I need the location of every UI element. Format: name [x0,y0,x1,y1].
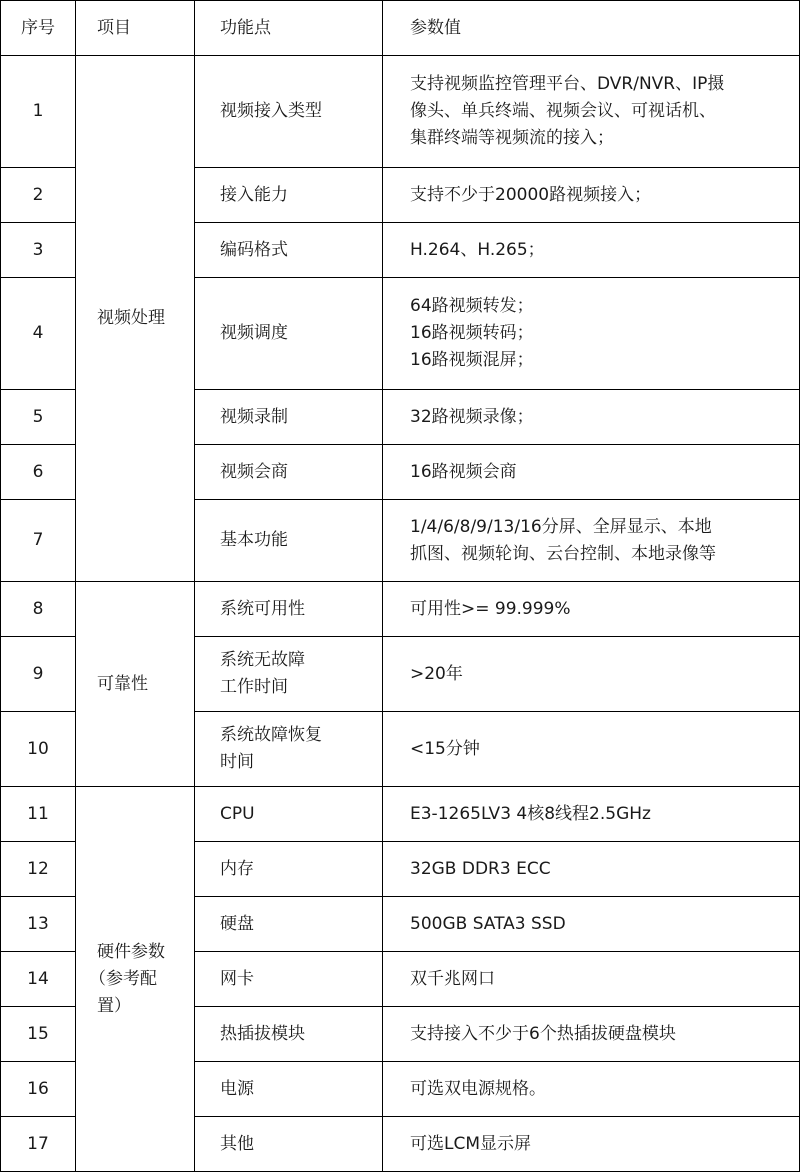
row-value [383,56,800,168]
row-feature [195,1117,383,1172]
row-feature-line: 视频接入类型 [220,101,322,121]
row-feature-line: 接入能力 [220,184,288,205]
row-value-line: 像头、单兵终端、视频会议、可视话机、 [410,101,716,121]
row-feature-line: 内存 [220,858,254,879]
row-feature [195,223,383,278]
row-no: 14 [1,952,76,1007]
header-value: 参数值 [383,1,800,56]
row-no: 11 [1,787,76,842]
row-value [383,952,800,1007]
row-no: 10 [1,712,76,787]
row-value [383,787,800,842]
row-feature-line: 系统可用性 [220,598,305,619]
row-value [383,390,800,445]
row-feature [195,712,383,787]
row-value [383,1062,800,1117]
row-feature [195,168,383,223]
row-value-line: 1/4/6/8/9/13/16分屏、全屏显示、本地 [410,516,712,537]
row-feature-line: 基本功能 [220,530,288,550]
row-value [383,842,800,897]
row-value-line: 32路视频录像； [410,406,534,427]
group-hardware [76,787,195,1172]
row-value-line: H.264、H.265； [410,239,545,260]
row-value-line: 支持视频监控管理平台、DVR/NVR、IP摄 [410,74,725,94]
row-no: 17 [1,1117,76,1172]
row-no: 13 [1,897,76,952]
row-feature [195,390,383,445]
row-feature [195,582,383,637]
row-no: 2 [1,168,76,223]
row-no: 9 [1,637,76,712]
row-value-line: 可选LCM显示屏 [410,1133,532,1154]
row-feature [195,952,383,1007]
header-feature: 功能点 [195,1,383,56]
row-value-line: E3-1265LV3 4核8线程2.5GHz [410,803,651,824]
row-value-line: 32GB DDR3 ECC [410,858,551,879]
row-value [383,168,800,223]
table-header-row [1,1,800,56]
row-value-line: >20年 [410,663,463,684]
row-no: 1 [1,56,76,168]
row-feature-line: 系统故障恢复 [220,725,322,745]
table-row [1,787,800,842]
row-no: 16 [1,1062,76,1117]
row-value-line: 可用性>= 99.999% [410,598,571,619]
row-feature-line: CPU [220,803,255,824]
group-video-processing: 视频处理 [76,56,195,582]
row-value-line: 支持不少于20000路视频接入； [410,184,652,205]
row-feature-line: 硬盘 [220,913,254,934]
row-value [383,445,800,500]
row-feature-line: 热插拔模块 [220,1023,305,1044]
row-no: 8 [1,582,76,637]
group-reliability: 可靠性 [76,582,195,787]
row-value [383,897,800,952]
row-feature-line: 系统无故障 [220,650,305,670]
row-value-line: 64路视频转发； [410,296,534,316]
row-feature-line: 视频调度 [220,323,288,343]
row-value-line: 可选双电源规格。 [410,1078,546,1099]
row-feature-line: 时间 [220,752,254,772]
row-value-line: 双千兆网口 [410,968,495,989]
row-value [383,1007,800,1062]
row-no: 5 [1,390,76,445]
row-value [383,500,800,582]
group-hardware-line: （参考配 [89,968,157,989]
row-feature-line: 编码格式 [220,239,288,260]
row-feature [195,1062,383,1117]
row-feature [195,842,383,897]
table-row [1,582,800,637]
table-row [1,56,800,168]
row-value [383,223,800,278]
row-feature-line: 工作时间 [220,677,288,697]
row-feature-line: 电源 [220,1078,254,1099]
row-no: 7 [1,500,76,582]
group-hardware-line: 硬件参数 [97,941,165,962]
group-hardware-line: 置） [97,995,131,1016]
row-value-line: 16路视频转码； [410,323,534,343]
row-no: 12 [1,842,76,897]
row-feature [195,500,383,582]
row-value-line: <15分钟 [410,738,480,759]
row-feature [195,278,383,390]
row-value-line: 抓图、视频轮询、云台控制、本地录像等 [410,543,716,564]
row-value-line: 16路视频会商 [410,461,517,482]
row-no: 4 [1,278,76,390]
row-feature [195,1007,383,1062]
row-value [383,582,800,637]
row-feature-line: 其他 [220,1133,254,1154]
row-no: 15 [1,1007,76,1062]
row-value-line: 支持接入不少于6个热插拔硬盘模块 [410,1023,676,1044]
row-feature [195,787,383,842]
header-no: 序号 [1,1,76,56]
row-feature-line: 视频录制 [220,406,288,427]
row-value [383,712,800,787]
row-no: 3 [1,223,76,278]
row-value-line: 500GB SATA3 SSD [410,913,566,934]
row-value [383,1117,800,1172]
row-value-line: 集群终端等视频流的接入； [410,128,614,148]
row-feature-line: 视频会商 [220,461,288,482]
row-value [383,278,800,390]
row-feature [195,897,383,952]
row-feature [195,56,383,168]
row-feature-line: 网卡 [220,968,254,989]
row-value [383,637,800,712]
row-feature [195,445,383,500]
row-feature [195,637,383,712]
header-item: 项目 [76,1,195,56]
row-no: 6 [1,445,76,500]
row-value-line: 16路视频混屏； [410,350,534,370]
